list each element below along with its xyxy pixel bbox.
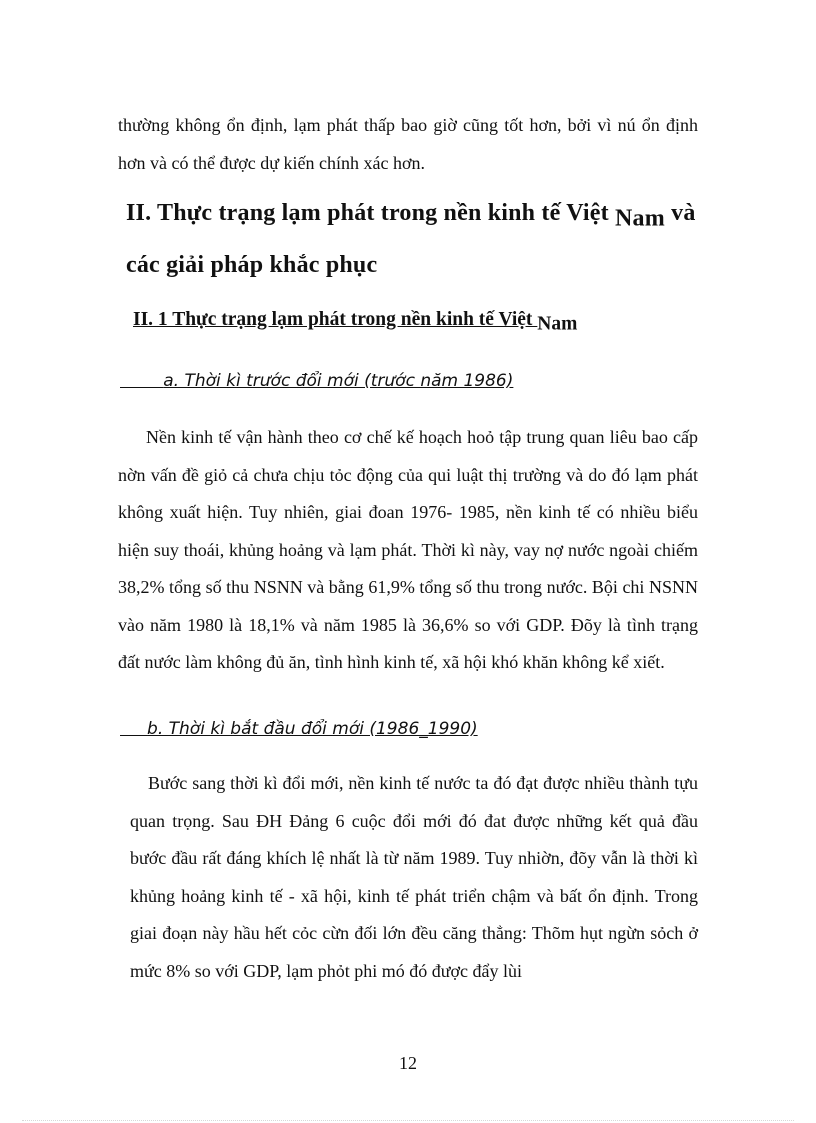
continuation-paragraph: thường không ổn định, lạm phát thấp bao giờ cũng tốt hơn, bởi vì nú ổn định hơn và có thể được dự kiến chính xác hơn. bbox=[118, 115, 698, 173]
subheading-b bbox=[120, 719, 478, 739]
paragraph-a: Nền kinh tế vận hành theo cơ chế kế hoạch hoỏ tập trung quan liêu bao cấp nờn vấn đề giỏ cả chưa chịu tỏc động của qui luật thị trường và do đó lạm phát không xuất hiện. Tuy nhiên, giai đoan 1976- 1985, nền kinh tế có nhiều biểu hiện suy thoái, khủng hoảng và lạm phát. Thời kì này, vay nợ nước ngoài chiếm 38,2% tổng số thu NSNN và bằng 61,9% tổng số thu trong nước. Bội chi NSNN vào năm 1980 là 18,1% và năm 1985 là 36,6% so với GDP. Đõy là tình trạng đất nước làm không đủ ăn, tình hình kinh tế, xã hội khó khăn không kể xiết. bbox=[118, 427, 698, 672]
paragraph-b: Bước sang thời kì đổi mới, nền kinh tế nước ta đó đạt được nhiều thành tựu quan trọng. Sau ĐH Đảng 6 cuộc đổi mới đó đat được những kết quả đầu bước đầu rất đáng khích lệ nhất là từ năm 1989. Tuy nhiờn, đõy vẫn là thời kì khủng hoảng kinh tế - xã hội, kinh tế phát triển chậm và bất ổn định. Trong giai đoạn này hầu hết cỏc cừn đối lớn đều căng thẳng: Thõm hụt ngừn sỏch ở mức 8% so với GDP, lạm phỏt phi mó đó được đẩy lùi bbox=[130, 773, 698, 981]
section-heading-tail: và các giải pháp khắc phục bbox=[126, 200, 696, 279]
subsection-heading bbox=[133, 309, 577, 335]
section-heading bbox=[126, 190, 716, 289]
footer-divider bbox=[22, 1120, 794, 1121]
subsection-heading-main: II. 1 Thực trạng lạm phát trong nền kinh tế Việt bbox=[133, 309, 538, 330]
subheading-b-text: b. Thời kì bắt đầu đổi mới (1986_1990) bbox=[147, 719, 478, 739]
subheading-a bbox=[120, 371, 513, 391]
subheading-a-text: a. Thời kì trước đổi mới (trước năm 1986) bbox=[163, 371, 514, 391]
section-heading-main: II. Thực trạng lạm phát trong nền kinh tế Việt bbox=[126, 200, 615, 226]
subsection-heading-lowered: Nam bbox=[537, 313, 578, 335]
page-number: 12 bbox=[399, 1053, 417, 1073]
section-heading-lowered: Nam bbox=[614, 205, 665, 232]
